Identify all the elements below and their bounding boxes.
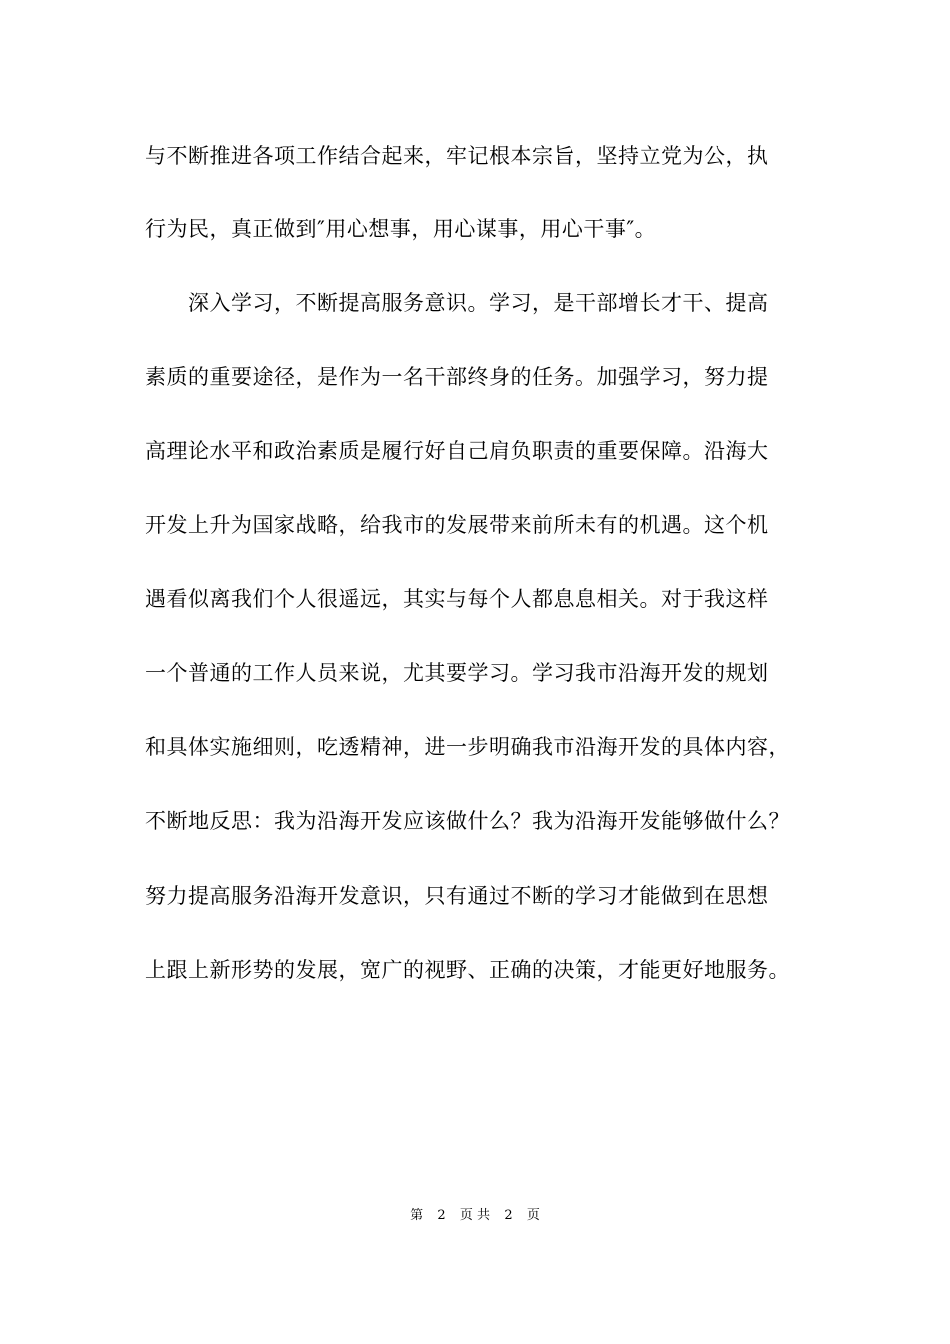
page-label-suffix: 页 (526, 1208, 540, 1223)
paragraph-first-line: 深入学习，不断提高服务意识。学习，是干部增长才干、提高 (188, 291, 769, 315)
text-line: 素质的重要途径，是作为一名干部终身的任务。加强学习，努力提 (145, 365, 769, 389)
text-line: 一个普通的工作人员来说，尤其要学习。学习我市沿海开发的规划 (145, 661, 769, 685)
text-line: 不断地反思：我为沿海开发应该做什么？我为沿海开发能够做什么？ (145, 809, 790, 833)
page-footer (0, 1208, 950, 1224)
page-label-prefix: 第 (410, 1208, 424, 1223)
page-label-mid: 页 共 (459, 1208, 491, 1223)
text-line: 努力提高服务沿海开发意识，只有通过不断的学习才能做到在思想 (145, 884, 769, 908)
text-line: 开发上升为国家战略，给我市的发展带来前所未有的机遇。这个机 (145, 513, 769, 537)
text-line: 上跟上新形势的发展，宽广的视野、正确的决策，才能更好地服务。 (145, 958, 790, 982)
total-pages-number: 2 (504, 1208, 513, 1223)
current-page-number: 2 (437, 1208, 446, 1223)
text-line: 高理论水平和政治素质是履行好自己肩负职责的重要保障。沿海大 (145, 439, 769, 463)
text-line: 与不断推进各项工作结合起来，牢记根本宗旨，坚持立党为公，执 (145, 144, 769, 168)
text-line: 和具体实施细则，吃透精神，进一步明确我市沿海开发的具体内容， (145, 735, 790, 759)
text-line: 遇看似离我们个人很遥远，其实与每个人都息息相关。对于我这样 (145, 587, 769, 611)
text-line: 行为民，真正做到″用心想事，用心谋事，用心干事″。 (145, 217, 657, 241)
